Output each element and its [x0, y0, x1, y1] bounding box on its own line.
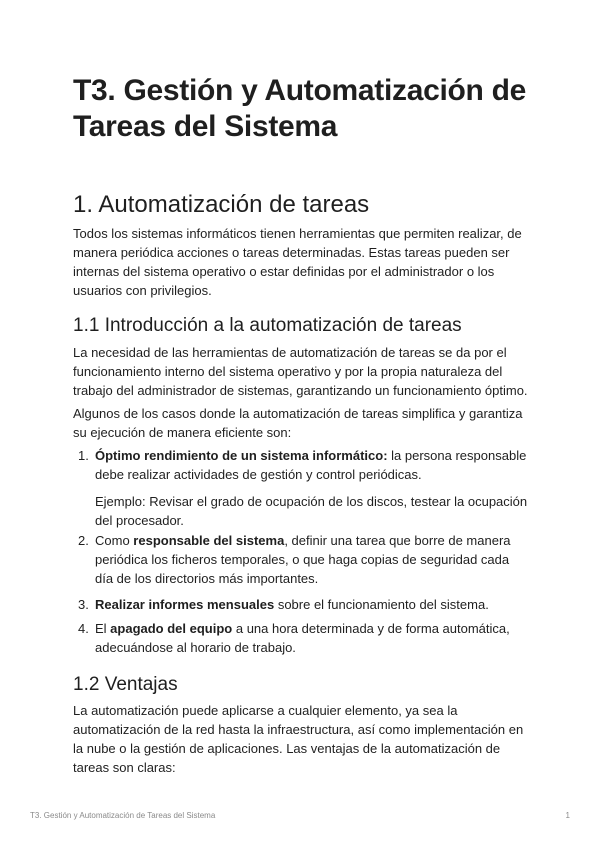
list-item-bold: responsable del sistema [133, 533, 285, 548]
list-item-bold: Óptimo rendimiento de un sistema informático: [95, 448, 388, 463]
page-footer [30, 811, 570, 820]
section-1-1-heading: 1.1 Introducción a la automatización de tareas [73, 315, 462, 336]
section-1-1-paragraph-2: Algunos de los casos donde la automatización de tareas simplifica y garantiza su ejecución de manera eficiente son: [73, 406, 523, 440]
cases-list-continued [73, 531, 528, 588]
list-item-prefix: El [95, 621, 111, 636]
list-item-example: Ejemplo: Revisar el grado de ocupación de los discos, testear la ocupación del procesador. [95, 494, 528, 528]
list-item-text: , definir una tarea que borre de manera periódica los ficheros temporales, o que haga copias de seguridad cada día de los directorios más importantes. [95, 533, 511, 586]
list-item [73, 531, 528, 588]
list-item-number: 1. [78, 448, 89, 463]
section-1-heading: 1. Automatización de tareas [73, 191, 370, 218]
page-number: 1 [565, 811, 570, 820]
list-item-text: a una hora determinada y de forma automática, adecuándose al horario de trabajo. [95, 621, 510, 655]
list-item-text: la persona responsable debe realizar actividades de gestión y control periódicas. [95, 448, 527, 482]
cases-list-item-3 [73, 595, 528, 614]
list-item-text: sobre el funcionamiento del sistema. [274, 597, 489, 612]
section-1-2-paragraph: La automatización puede aplicarse a cualquier elemento, ya sea la automatización de la red hasta la infraestructura, así como implementación en la nube o la gestión de aplicaciones. Las ventajas de la automatización de tareas son claras: [73, 703, 524, 775]
section-1-2-heading: 1.2 Ventajas [73, 674, 178, 695]
list-item-prefix: Como [95, 533, 134, 548]
cases-list-item-4 [73, 619, 528, 657]
section-1-paragraph: Todos los sistemas informáticos tienen herramientas que permiten realizar, de manera periódica acciones o tareas determinadas. Estas tareas pueden ser internas del sistema operativo o estar definidas por el administrador o los usuarios con privilegios. [73, 226, 522, 298]
list-item [73, 595, 528, 614]
section-1-1-paragraph-1: La necesidad de las herramientas de automatización de tareas se da por el funcionamiento interno del sistema operativo y por la propia naturaleza del trabajo del administrador de sistemas, garantizando un funcionamiento óptimo. [73, 345, 528, 398]
list-item-number: 4. [78, 621, 89, 636]
list-item [73, 446, 528, 530]
list-item-bold: Realizar informes mensuales [95, 597, 275, 612]
document-title: T3. Gestión y Automatización de Tareas del Sistema [73, 74, 526, 143]
list-item [73, 619, 528, 657]
cases-list [73, 446, 528, 530]
list-item-number: 3. [78, 597, 89, 612]
list-item-bold: apagado del equipo [110, 621, 233, 636]
list-item-number: 2. [78, 533, 89, 548]
footer-title: T3. Gestión y Automatización de Tareas del Sistema [30, 811, 216, 820]
